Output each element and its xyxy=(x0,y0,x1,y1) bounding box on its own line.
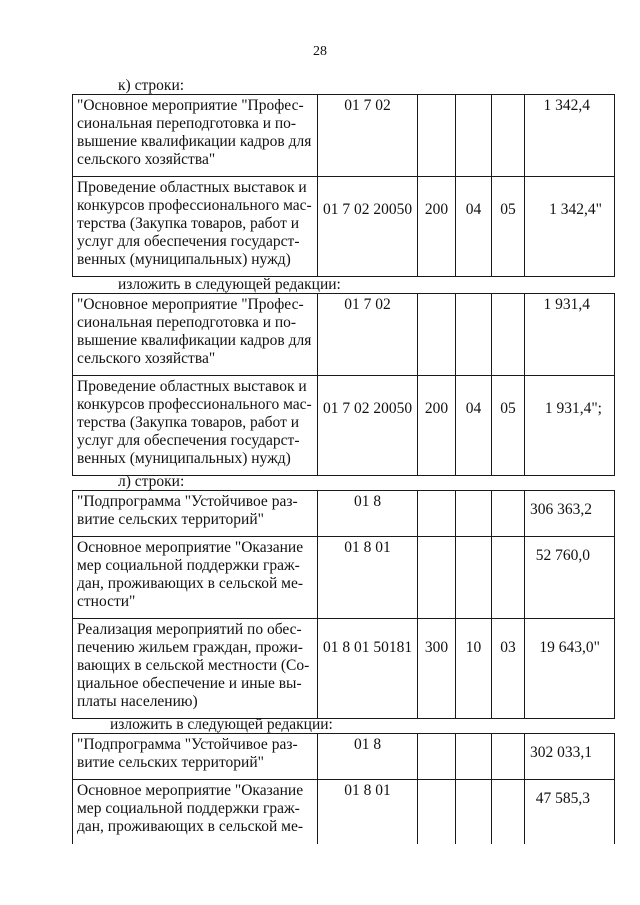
row-name: "Подпрограмма "Устойчивое раз- витие сельских территорий" xyxy=(73,491,318,537)
row-sum: 306 363,2 xyxy=(525,491,615,537)
row-vr xyxy=(418,780,456,844)
row-vr: 200 xyxy=(418,177,456,277)
page-number: 28 xyxy=(313,44,327,59)
row-vr xyxy=(418,294,456,376)
row-name: Основное мероприятие "Оказание мер социальной поддержки граж- дан, проживающих в сельской ме- xyxy=(73,780,318,844)
row-pr: 05 xyxy=(492,376,525,476)
row-rz xyxy=(456,537,492,619)
row-rz: 10 xyxy=(456,619,492,719)
row-rz xyxy=(456,780,492,844)
budget-table xyxy=(72,293,615,476)
row-code: 01 8 xyxy=(318,734,418,780)
section-caption: к) строки: xyxy=(118,77,185,94)
budget-table xyxy=(72,94,615,277)
row-code: 01 8 01 50181 xyxy=(318,619,418,719)
table-row xyxy=(73,734,615,780)
row-rz xyxy=(456,734,492,780)
row-pr xyxy=(492,294,525,376)
row-pr xyxy=(492,780,525,844)
row-pr: 05 xyxy=(492,177,525,277)
row-code: 01 7 02 xyxy=(318,95,418,177)
row-vr: 200 xyxy=(418,376,456,476)
row-sum: 1 342,4 xyxy=(525,95,615,177)
section-caption: л) строки: xyxy=(118,473,185,490)
row-pr xyxy=(492,537,525,619)
row-name: Проведение областных выставок и конкурсов профессионального мас- терства (Закупка товаров, работ и услуг для обеспечения государст- венных (муниципальных) нужд) xyxy=(73,177,318,277)
row-vr xyxy=(418,537,456,619)
table-row xyxy=(73,780,615,844)
row-sum: 302 033,1 xyxy=(525,734,615,780)
row-sum: 1 342,4" xyxy=(525,177,615,277)
budget-table xyxy=(72,733,615,844)
row-code: 01 7 02 20050 xyxy=(318,376,418,476)
budget-table xyxy=(72,490,615,719)
row-rz: 04 xyxy=(456,177,492,277)
row-vr: 300 xyxy=(418,619,456,719)
table-row xyxy=(73,294,615,376)
row-sum: 1 931,4 xyxy=(525,294,615,376)
row-vr xyxy=(418,734,456,780)
row-sum: 19 643,0" xyxy=(525,619,615,719)
row-sum: 47 585,3 xyxy=(525,780,615,844)
row-pr xyxy=(492,491,525,537)
row-vr xyxy=(418,491,456,537)
table-row xyxy=(73,177,615,277)
table-row xyxy=(73,537,615,619)
table-row xyxy=(73,95,615,177)
table-row xyxy=(73,619,615,719)
row-rz: 04 xyxy=(456,376,492,476)
row-rz xyxy=(456,294,492,376)
row-name: "Основное мероприятие "Профес- сиональная переподготовка и по- вышение квалификации кадров для сельского хозяйства" xyxy=(73,294,318,376)
row-code: 01 8 xyxy=(318,491,418,537)
row-name: "Подпрограмма "Устойчивое раз- витие сельских территорий" xyxy=(73,734,318,780)
row-sum: 1 931,4"; xyxy=(525,376,615,476)
row-name: Проведение областных выставок и конкурсов профессионального мас- терства (Закупка товаров, работ и услуг для обеспечения государст- венных (муниципальных) нужд) xyxy=(73,376,318,476)
table-row xyxy=(73,491,615,537)
row-name: Основное мероприятие "Оказание мер социальной поддержки граж- дан, проживающих в сельской ме- стности" xyxy=(73,537,318,619)
row-pr xyxy=(492,95,525,177)
row-code: 01 8 01 xyxy=(318,537,418,619)
row-pr xyxy=(492,734,525,780)
row-name: "Основное мероприятие "Профес- сиональная переподготовка и по- вышение квалификации кадров для сельского хозяйства" xyxy=(73,95,318,177)
section-caption: изложить в следующей редакции: xyxy=(118,276,341,293)
table-row xyxy=(73,376,615,476)
row-pr: 03 xyxy=(492,619,525,719)
row-code: 01 7 02 20050 xyxy=(318,177,418,277)
section-caption: изложить в следующей редакции: xyxy=(110,716,333,733)
row-sum: 52 760,0 xyxy=(525,537,615,619)
row-code: 01 8 01 xyxy=(318,780,418,844)
row-rz xyxy=(456,95,492,177)
row-vr xyxy=(418,95,456,177)
row-name: Реализация мероприятий по обес- печению жильем граждан, прожи- вающих в сельской местности (Со- циальное обеспечение и иные вы- платы населению) xyxy=(73,619,318,719)
row-code: 01 7 02 xyxy=(318,294,418,376)
row-rz xyxy=(456,491,492,537)
